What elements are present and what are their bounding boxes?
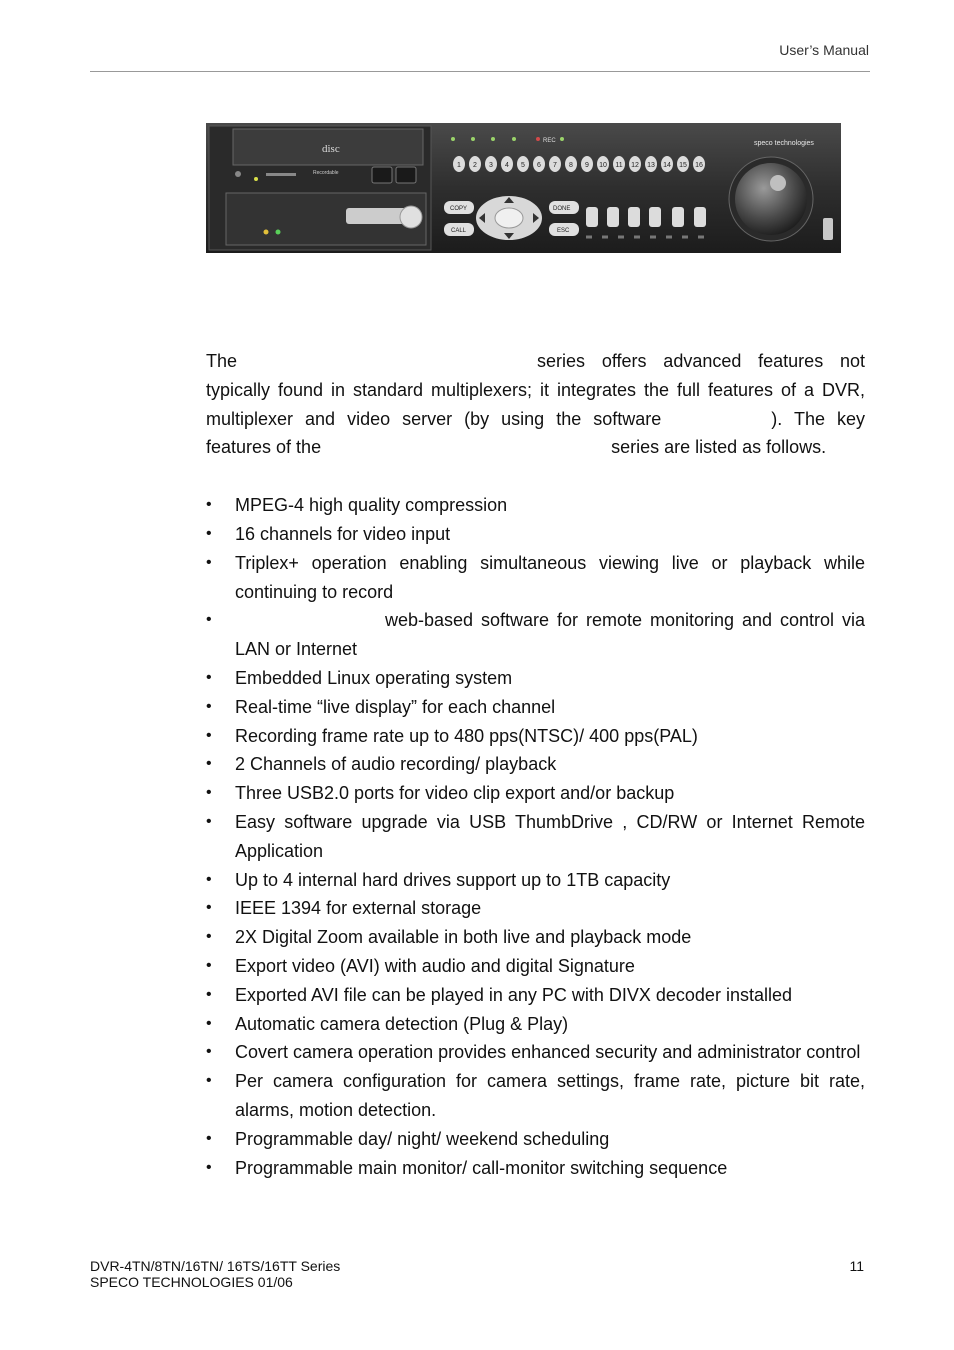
- channel-button-label: 9: [585, 162, 589, 169]
- list-item: • Programmable main monitor/ call-monitor switching sequence: [206, 1154, 865, 1183]
- list-item-text: web-based software for remote monitoring and control via LAN or Internet: [235, 610, 865, 660]
- list-item: • Recording frame rate up to 480 pps(NTSC)/ 400 pps(PAL): [206, 722, 865, 751]
- channel-button-label: 4: [505, 162, 509, 169]
- list-item: • Per camera configuration for camera settings, frame rate, picture bit rate, alarms, motion detection.: [206, 1067, 865, 1125]
- running-header: User’s Manual: [779, 42, 869, 58]
- dvr-front-panel-image: [206, 123, 841, 253]
- done-label: DONE: [553, 206, 571, 212]
- channel-button-label: 15: [679, 162, 687, 169]
- list-item: • 16 channels for video input: [206, 520, 865, 549]
- channel-button-label: 10: [599, 162, 607, 169]
- page-number: 11: [849, 1258, 864, 1274]
- channel-button-label: 13: [647, 162, 655, 169]
- list-item: • Three USB2.0 ports for video clip export and/or backup: [206, 779, 865, 808]
- brand-label: speco technologies: [754, 140, 814, 147]
- channel-button-label: 11: [615, 162, 623, 169]
- list-item: • IEEE 1394 for external storage: [206, 894, 865, 923]
- footer-company: SPECO TECHNOLOGIES 01/06: [90, 1274, 293, 1290]
- list-item: • MPEG-4 high quality compression: [206, 491, 865, 520]
- channel-button-label: 1: [457, 162, 461, 169]
- channel-button-label: 8: [569, 162, 573, 169]
- channel-button-label: 5: [521, 162, 525, 169]
- list-item: • Automatic camera detection (Plug & Play): [206, 1010, 865, 1039]
- header-divider: [90, 71, 870, 72]
- esc-label: ESC: [557, 228, 570, 234]
- footer-left: [90, 1258, 340, 1290]
- list-item: [206, 606, 865, 664]
- channel-button-label: 3: [489, 162, 493, 169]
- intro-text-2: series offers advanced features not typically found in standard multiplexers; it integrates the full features of a DVR, multiplexer and video server (by using the software: [206, 351, 865, 429]
- channel-button-label: 2: [473, 162, 477, 169]
- channel-button-label: 6: [537, 162, 541, 169]
- list-item: • Exported AVI file can be played in any PC with DIVX decoder installed: [206, 981, 865, 1010]
- copy-label: COPY: [450, 206, 468, 212]
- feature-list: [206, 491, 865, 1182]
- intro-paragraph: [206, 347, 865, 462]
- intro-text-4: series are listed as follows.: [611, 437, 827, 458]
- call-label: CALL: [451, 228, 467, 234]
- rec-label: REC: [543, 138, 556, 144]
- list-item: • Real-time “live display” for each channel: [206, 693, 865, 722]
- main-content: [206, 347, 865, 1182]
- intro-text-3: ). The key features of the: [206, 408, 866, 458]
- list-item: • 2X Digital Zoom available in both live and playback mode: [206, 923, 865, 952]
- list-item: • Triplex+ operation enabling simultaneous viewing live or playback while continuing to record: [206, 549, 865, 607]
- list-item: • Embedded Linux operating system: [206, 664, 865, 693]
- list-item: • Up to 4 internal hard drives support up to 1TB capacity: [206, 866, 865, 895]
- footer-series: DVR-4TN/8TN/16TN/ 16TS/16TT Series: [90, 1258, 341, 1274]
- disc-label: disc: [322, 143, 340, 155]
- recordable-label: Recordable: [313, 170, 339, 176]
- channel-button-label: 14: [663, 162, 671, 169]
- list-item: • Easy software upgrade via USB ThumbDrive , CD/RW or Internet Remote Application: [206, 808, 865, 866]
- channel-button-label: 7: [553, 162, 557, 169]
- intro-text-1: The: [206, 351, 238, 371]
- list-item: • Export video (AVI) with audio and digital Signature: [206, 952, 865, 981]
- channel-button-label: 16: [695, 162, 703, 169]
- list-item: • Covert camera operation provides enhanced security and administrator control: [206, 1038, 865, 1067]
- list-item: • Programmable day/ night/ weekend scheduling: [206, 1125, 865, 1154]
- channel-button-label: 12: [631, 162, 639, 169]
- list-item: • 2 Channels of audio recording/ playback: [206, 750, 865, 779]
